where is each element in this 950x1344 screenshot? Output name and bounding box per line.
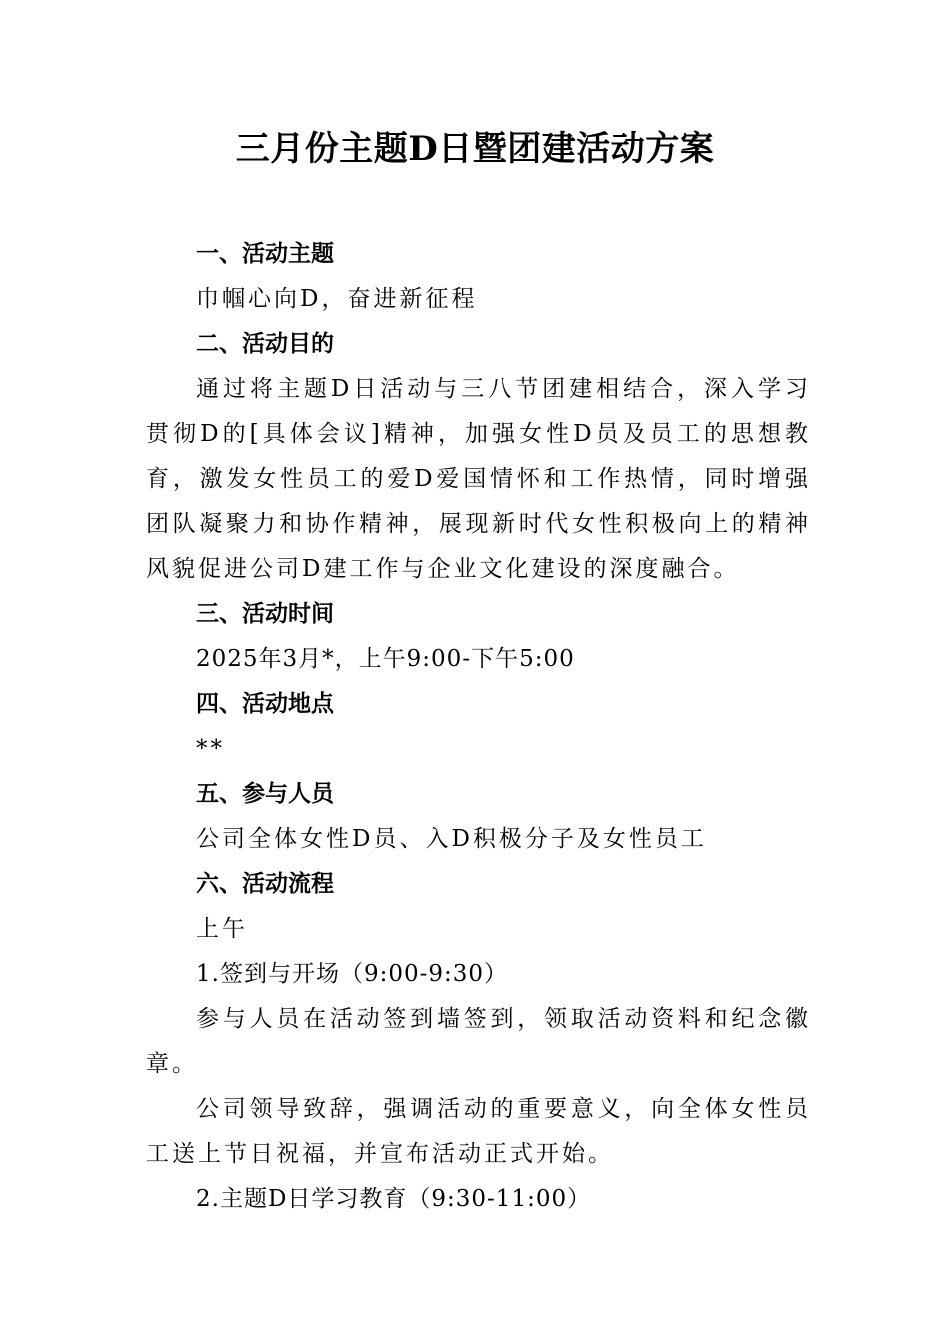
section-heading-theme: 一、活动主题 bbox=[196, 241, 334, 267]
process-item-study: 2.主题D日学习教育（9:30-11:00） bbox=[196, 1186, 592, 1212]
section-text-purpose: 通过将主题D日活动与三八节团建相结合，深入学习贯彻D的[具体会议]精神，加强女性D员及员工的思想教育，激发女性员工的爱D爱国情怀和工作热情，同时增强团队凝聚力和协作精神，展现新时代女性积极向上的精神风貌促进公司D建工作与企业文化建设的深度融合。 bbox=[146, 376, 811, 582]
document-title: 三月份主题D日暨团建活动方案 bbox=[235, 129, 715, 169]
section-heading-process: 六、活动流程 bbox=[196, 871, 334, 897]
process-item-checkin-text-1: 参与人员在活动签到墙签到，领取活动资料和纪念徽章。 bbox=[146, 1006, 811, 1077]
section-text-location: ** bbox=[196, 736, 225, 762]
process-morning-label: 上午 bbox=[196, 916, 248, 942]
document-body bbox=[146, 232, 811, 1222]
section-heading-participants: 五、参与人员 bbox=[196, 781, 334, 807]
section-text-theme: 巾帼心向D，奋进新征程 bbox=[196, 286, 478, 312]
section-heading-time: 三、活动时间 bbox=[196, 601, 334, 627]
section-heading-purpose: 二、活动目的 bbox=[196, 331, 334, 357]
process-item-checkin-text-2: 公司领导致辞，强调活动的重要意义，向全体女性员工送上节日祝福，并宣布活动正式开始。 bbox=[146, 1096, 811, 1167]
section-text-participants: 公司全体女性D员、入D积极分子及女性员工 bbox=[196, 826, 707, 852]
process-item-checkin: 1.签到与开场（9:00-9:30） bbox=[196, 961, 509, 987]
section-heading-location: 四、活动地点 bbox=[196, 691, 334, 717]
section-text-time: 2025年3月*，上午9:00-下午5:00 bbox=[196, 646, 575, 672]
